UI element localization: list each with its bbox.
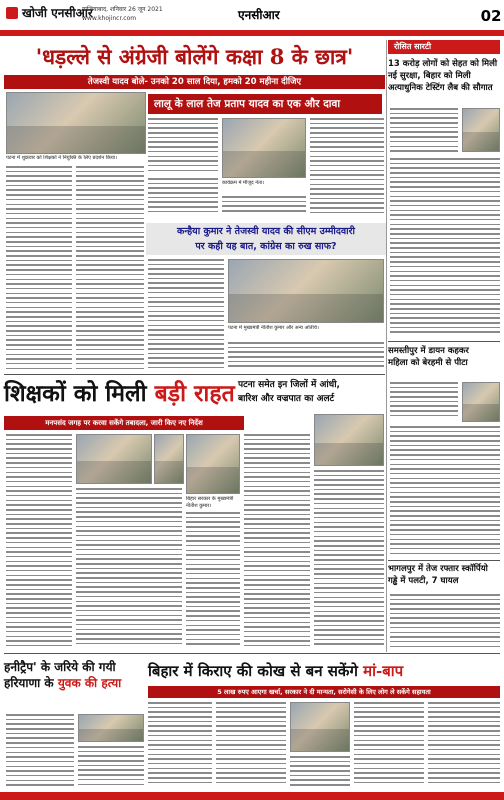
story1-subhead: तेजस्वी यादव बोले- उनको 20 साल दिया, हमको 20 महीना दीजिए — [4, 75, 385, 89]
story6-headline-part2: मां-बाप — [363, 662, 404, 680]
story4-photo-cm — [186, 434, 240, 494]
story6-text-col5 — [428, 702, 500, 790]
story3-text-col2 — [228, 342, 384, 372]
story4-photo-students — [76, 434, 152, 484]
story4-text-col3 — [186, 512, 240, 650]
story4-photo-small — [154, 434, 184, 484]
right-section-label: रोसित सारटी — [388, 40, 500, 54]
story3-photo — [228, 259, 384, 323]
brand-logo-icon — [6, 7, 18, 19]
story2-headline: लालू के लाल तेज प्रताप यादव का एक और दावा — [148, 94, 382, 114]
story4-text-col1 — [6, 434, 72, 650]
story1-text-col2 — [76, 166, 144, 371]
right-story2-text-b — [390, 426, 500, 558]
right-story3-headline: भागलपुर में तेज रफ्तार स्कॉर्पियो गड्ढे में पलटी, 7 घायल — [388, 564, 488, 586]
divider — [388, 560, 500, 561]
story5-photo — [78, 714, 144, 742]
right-story2-headline — [388, 345, 500, 379]
story4-text-col2 — [76, 488, 182, 650]
story5-headline-line2b: युवक की हत्या — [57, 676, 122, 690]
story5-headline — [4, 659, 144, 711]
story5-headline-line1: हनीट्रैप' के जरिये की गयी — [4, 660, 116, 674]
story3-headline-line1: कन्हैया कुमार ने तेजस्वी यादव की सीएम उम्मीदवारी — [177, 226, 355, 237]
story4-headline-part1: शिक्षकों को मिली — [4, 380, 155, 407]
story1-photo — [6, 92, 146, 154]
story4-text-col4 — [244, 434, 310, 650]
story2-text-col1 — [148, 118, 218, 174]
story3-headline-line2: पर कही यह बात, कांग्रेस का रुख साफ? — [195, 241, 337, 252]
story5-headline-line2a: हरियाणा के — [4, 676, 58, 690]
right-story1-photo — [462, 108, 500, 152]
story2-text-col4 — [222, 196, 306, 218]
right-story3-text — [390, 594, 500, 650]
footer-strip — [0, 792, 504, 800]
story6-headline — [148, 657, 500, 685]
divider — [388, 341, 500, 342]
right-story1-text-a — [390, 108, 458, 154]
masthead-date — [82, 5, 163, 23]
story6-text-col2 — [216, 702, 286, 790]
section-title: एनसीआर — [238, 8, 280, 22]
right-story1-text-b — [390, 158, 500, 338]
newspaper-name: खोजी एनसीआर — [22, 6, 93, 20]
right-story2-text-a — [390, 382, 458, 422]
story4-headline-part2: बड़ी राहत — [154, 380, 235, 407]
divider — [4, 653, 500, 654]
story6-headline-part1: बिहार में किराए की कोख से बन सकेंगे — [148, 662, 364, 680]
story2-caption: कार्यक्रम में मौजूद नेता। — [222, 180, 265, 186]
story6-subhead: 5 लाख रुपए आएगा खर्चा, सरकार ने दी मान्यता, सरोगेसी के लिए लोग ले सकेंगे सहायता — [148, 686, 500, 698]
masthead-brand — [6, 4, 93, 21]
right-story2-label: समस्तीपुर में डायन कहकर — [388, 346, 469, 356]
story4-text-col5 — [314, 470, 384, 650]
story3-caption: पटना में मुख्यमंत्री नीतीश कुमार और अन्य अतिथि। — [228, 325, 319, 331]
masthead-strip — [0, 30, 504, 36]
column-divider — [386, 40, 387, 652]
story3-text-col1 — [148, 259, 224, 371]
story4-photo-storm — [314, 414, 384, 466]
date-line: गाजियाबाद, शनिवार 26 जून 2021 — [82, 6, 163, 13]
story4-subhead: मनपसंद जगह पर करवा सकेंगे तबादला, जारी किए नए निर्देश — [4, 416, 244, 430]
story2-text-col2 — [310, 118, 384, 218]
story4-side-headline — [238, 378, 388, 406]
story5-text-col1 — [6, 714, 74, 790]
story6-text-col3 — [290, 756, 350, 790]
story6-photo — [290, 702, 350, 752]
story1-text-col1 — [6, 166, 72, 371]
story4-side-line1: पटना समेत इन जिलों में आंधी, — [238, 380, 340, 390]
story6-text-col1 — [148, 702, 212, 790]
story3-headline — [146, 223, 386, 255]
story1-headline: 'धड़ल्ले से अंग्रेजी बोलेंगे कक्षा 8 के छात्र' — [35, 44, 354, 69]
website-line: www.khojincr.com — [82, 15, 137, 22]
right-story1-headline: 13 करोड़ लोगों को सेहत को मिली नई सुरक्षा, बिहार को मिली अत्याधुनिक टेस्टिंग लैब की सौगात — [388, 59, 498, 93]
story4-caption: बिहार सरकार के मुख्यमंत्री नीतीश कुमार। — [186, 496, 234, 509]
story2-text-col3 — [148, 178, 218, 218]
right-story2-title: महिला को बेरहमी से पीटा — [388, 358, 468, 368]
story4-header — [4, 377, 385, 413]
story2-photo — [222, 118, 306, 178]
story4-headline — [4, 377, 235, 411]
divider — [4, 374, 385, 375]
page-number: 02 — [478, 2, 504, 30]
story4-side-line2: बारिश और वज्रपात का अलर्ट — [238, 394, 335, 404]
story1-caption: पटना में शुक्रवार को शिक्षकों ने नियुक्ति के लिए प्रदर्शन किया। — [6, 155, 117, 161]
story6-text-col4 — [354, 702, 424, 790]
story5-text-col2 — [78, 746, 144, 790]
right-story2-photo — [462, 382, 500, 422]
